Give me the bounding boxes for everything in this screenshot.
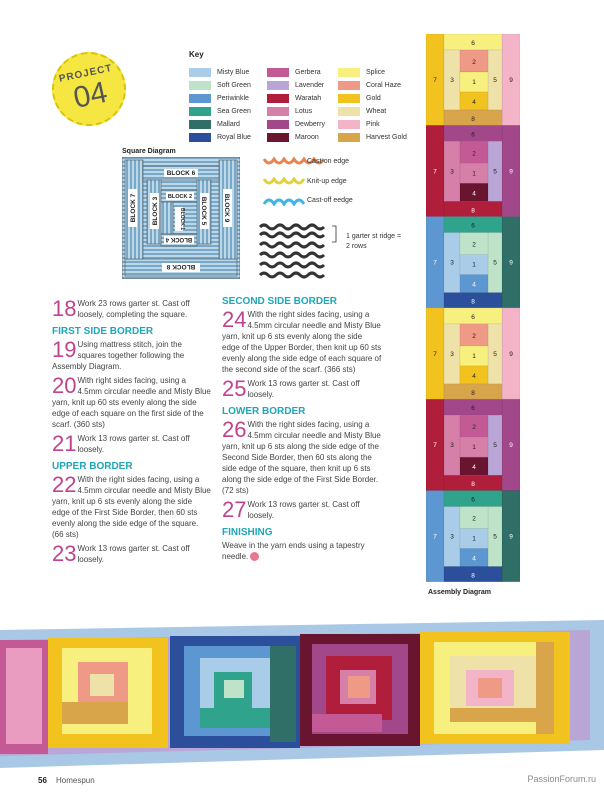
color-swatch	[189, 120, 211, 129]
color-swatch	[189, 68, 211, 77]
assembly-block-number: 7	[433, 442, 437, 450]
key-item-label: Gerbera	[295, 68, 321, 76]
assembly-block-number: 3	[450, 168, 454, 176]
key-item-label: Sea Green	[217, 107, 251, 115]
key-item	[267, 119, 325, 129]
block-label: BLOCK 2	[167, 194, 193, 200]
step-21: 21 Work 13 rows garter st. Cast off loosely.	[52, 431, 190, 456]
step-20: 20 With right sides facing, using a 4.5mm circular needle and Misty Blue yarn, knit up 60 sts evenly along the side edge of each square on the first side of the scarf. (360 sts)	[52, 373, 211, 429]
assembly-block-number: 1	[472, 261, 476, 269]
key-item-label: Lotus	[295, 107, 313, 115]
key-item	[189, 80, 251, 90]
assembly-square	[426, 125, 520, 216]
assembly-block-number: 2	[472, 241, 476, 249]
assembly-block-number: 9	[509, 168, 513, 176]
color-swatch	[267, 68, 289, 77]
square-diagram-title: Square Diagram	[122, 148, 176, 155]
key-item-label: Soft Green	[217, 81, 251, 89]
key-item-label: Lavender	[295, 81, 325, 89]
color-swatch	[189, 133, 211, 142]
assembly-block-number: 8	[471, 389, 475, 397]
garter-ridge-note: 1 garter st ridge = 2 rows	[346, 233, 402, 250]
key-item	[189, 67, 249, 77]
cast-on-edge-label: Cast-on edge	[307, 158, 350, 165]
finishing-text: Weave in the yarn ends using a tapestry needle.	[222, 541, 365, 561]
step-23: 23 Work 13 rows garter st. Cast off loosely.	[52, 541, 190, 566]
assembly-block-number: 8	[471, 572, 475, 580]
key-item-label: Wheat	[366, 107, 387, 115]
assembly-block-number: 8	[471, 116, 475, 123]
key-item	[338, 80, 401, 90]
assembly-block-number: 6	[471, 496, 475, 504]
key-item-label: Periwinkle	[217, 94, 249, 102]
step-24: 24 With the right sides facing, using a 4.5mm circular needle and Misty Blue yarn, knit up 6 sts evenly along the side edge of the Upper Border, then knit up 60 sts evenly along the side edge of each square of the second side of the scarf. (366 sts)	[222, 307, 382, 374]
color-swatch	[267, 81, 289, 90]
block-label: BLOCK 5	[200, 196, 207, 226]
assembly-block-number: 2	[472, 424, 476, 432]
assembly-block-number: 5	[493, 259, 497, 267]
assembly-block-number: 7	[433, 350, 437, 358]
color-swatch	[267, 107, 289, 116]
assembly-square	[426, 308, 520, 399]
assembly-block-number: 9	[509, 77, 513, 84]
key-item-label: Coral Haze	[366, 81, 402, 89]
key-item-label: Pink	[366, 120, 380, 128]
assembly-block-number: 9	[509, 350, 513, 358]
assembly-square	[426, 399, 520, 490]
key-title: Key	[189, 50, 204, 59]
color-swatch	[338, 68, 360, 77]
yarn-ball-icon	[250, 552, 259, 561]
color-swatch	[338, 81, 360, 90]
color-swatch	[267, 120, 289, 129]
garter-ridge-icon	[258, 222, 340, 280]
key-item	[338, 67, 385, 77]
block-label: BLOCK 3	[152, 196, 159, 226]
lower-border-heading: LOWER BORDER	[222, 406, 306, 417]
cast-off-edge-icon	[262, 196, 308, 206]
color-swatch	[338, 107, 360, 116]
assembly-block-number: 1	[472, 79, 476, 86]
assembly-block-number: 5	[493, 442, 497, 450]
assembly-block-number: 3	[450, 259, 454, 267]
first-side-border-heading: FIRST SIDE BORDER	[52, 326, 154, 337]
assembly-square	[426, 491, 520, 582]
assembly-block-number: 9	[509, 259, 513, 267]
magazine-name: Homespun	[56, 776, 95, 785]
assembly-block-number: 2	[472, 150, 476, 158]
assembly-block-number: 5	[493, 77, 497, 84]
color-swatch	[189, 107, 211, 116]
key-item	[267, 106, 312, 116]
square-diagram	[122, 157, 240, 279]
key-item	[267, 80, 324, 90]
key-item-label: Gold	[366, 94, 381, 102]
key-item-label: Royal Blue	[217, 133, 251, 141]
assembly-diagram-title: Assembly Diagram	[428, 589, 492, 596]
project-label: PROJECT	[57, 62, 114, 85]
assembly-block-number: 2	[472, 332, 476, 340]
key-item	[189, 93, 249, 103]
assembly-block-number: 5	[493, 350, 497, 358]
assembly-block-number: 8	[471, 298, 475, 306]
block-label: BLOCK 7	[130, 193, 137, 223]
assembly-block-number: 1	[472, 170, 476, 178]
key-item-label: Maroon	[295, 133, 319, 141]
assembly-block-number: 2	[472, 59, 476, 66]
step-22: 22 With the right sides facing, using a 4.5mm circular needle and Misty Blue yarn, knit up 6 sts evenly along the side edge of the First Side Border, then 60 sts evenly along the side edge of the square. (66 sts)	[52, 472, 211, 539]
assembly-block-number: 6	[471, 131, 475, 139]
assembly-block-number: 3	[450, 533, 454, 541]
key-item	[189, 106, 251, 116]
assembly-diagram	[426, 34, 520, 582]
block-label: BLOCK 6	[166, 170, 196, 177]
block-label: BLOCK 4	[165, 236, 193, 242]
assembly-block-number: 1	[472, 444, 476, 452]
assembly-block-number: 7	[433, 533, 437, 541]
color-swatch	[267, 133, 289, 142]
key-item-label: Misty Blue	[217, 68, 250, 76]
knit-up-edge-icon	[262, 177, 308, 187]
color-swatch	[338, 94, 360, 103]
assembly-block-number: 7	[433, 168, 437, 176]
watermark: PassionForum.ru	[527, 774, 596, 784]
assembly-block-number: 3	[450, 442, 454, 450]
key-item-label: Harvest Gold	[366, 133, 407, 141]
assembly-block-number: 3	[450, 350, 454, 358]
assembly-block-number: 5	[493, 168, 497, 176]
step-19: 19 Using mattress stitch, join the squares together following the Assembly Diagram.	[52, 337, 185, 371]
assembly-block-number: 4	[472, 99, 476, 106]
second-side-border-heading: SECOND SIDE BORDER	[222, 296, 338, 307]
assembly-block-number: 5	[493, 533, 497, 541]
assembly-block-number: 4	[472, 464, 476, 472]
assembly-block-number: 8	[471, 207, 475, 215]
key-item	[338, 132, 407, 142]
upper-border-heading: UPPER BORDER	[52, 461, 133, 472]
key-item-label: Waratah	[295, 94, 322, 102]
assembly-block-number: 6	[471, 405, 475, 413]
step-18: 18 Work 23 rows garter st. Cast off loosely, completing the square.	[52, 296, 190, 321]
block-label: BLOCK 1	[179, 208, 185, 230]
instructions-column-1	[52, 298, 212, 568]
key-item-label: Splice	[366, 68, 386, 76]
assembly-block-number: 6	[471, 313, 475, 321]
color-swatch	[189, 81, 211, 90]
key-item	[338, 93, 381, 103]
assembly-block-number: 3	[450, 77, 454, 84]
scarf-photo	[0, 618, 604, 768]
assembly-square	[426, 34, 520, 125]
key-item	[338, 119, 380, 129]
assembly-square	[426, 217, 520, 308]
step-27: 27 Work 13 rows garter st. Cast off loosely.	[222, 497, 360, 522]
color-swatch	[338, 120, 360, 129]
assembly-block-number: 4	[472, 372, 476, 380]
finishing-heading: FINISHING	[222, 527, 273, 538]
color-swatch	[267, 94, 289, 103]
color-swatch	[338, 133, 360, 142]
key-item	[338, 106, 386, 116]
assembly-block-number: 7	[433, 77, 437, 84]
key-item	[189, 132, 251, 142]
key-item-label: Mallard	[217, 120, 240, 128]
block-label: BLOCK 9	[223, 193, 230, 223]
key-item	[189, 119, 240, 129]
assembly-block-number: 4	[472, 190, 476, 198]
assembly-block-number: 4	[472, 281, 476, 289]
key-item	[267, 132, 319, 142]
key-item	[267, 93, 321, 103]
assembly-block-number: 6	[471, 222, 475, 230]
step-25: 25 Work 13 rows garter st. Cast off loosely.	[222, 376, 360, 401]
assembly-block-number: 7	[433, 259, 437, 267]
key-item-label: Dewberry	[295, 120, 325, 128]
assembly-block-number: 1	[472, 535, 476, 543]
assembly-block-number: 4	[472, 555, 476, 563]
color-swatch	[189, 94, 211, 103]
page-number: 56	[38, 776, 47, 785]
assembly-block-number: 8	[471, 481, 475, 489]
assembly-block-number: 9	[509, 533, 513, 541]
key-item	[267, 67, 321, 77]
project-number: 04	[70, 75, 111, 115]
cast-off-edge-label: Cast-off eedge	[307, 197, 353, 204]
assembly-block-number: 6	[471, 40, 475, 47]
knit-up-edge-label: Knit-up edge	[307, 178, 347, 185]
block-label: BLOCK 8	[166, 263, 196, 270]
instructions-column-2	[222, 296, 382, 565]
assembly-block-number: 1	[472, 352, 476, 360]
step-26: 26 With the right sides facing, using a 4.5mm circular needle and Misty Blue yarn, knit up 6 sts along the side edge of the Second Side Border, then 60 sts along the side edge of the square, then knit up 6 sts along the side edge of the First Side Border. (72 sts)	[222, 417, 381, 495]
assembly-block-number: 2	[472, 515, 476, 523]
assembly-block-number: 9	[509, 442, 513, 450]
project-badge	[45, 45, 133, 133]
